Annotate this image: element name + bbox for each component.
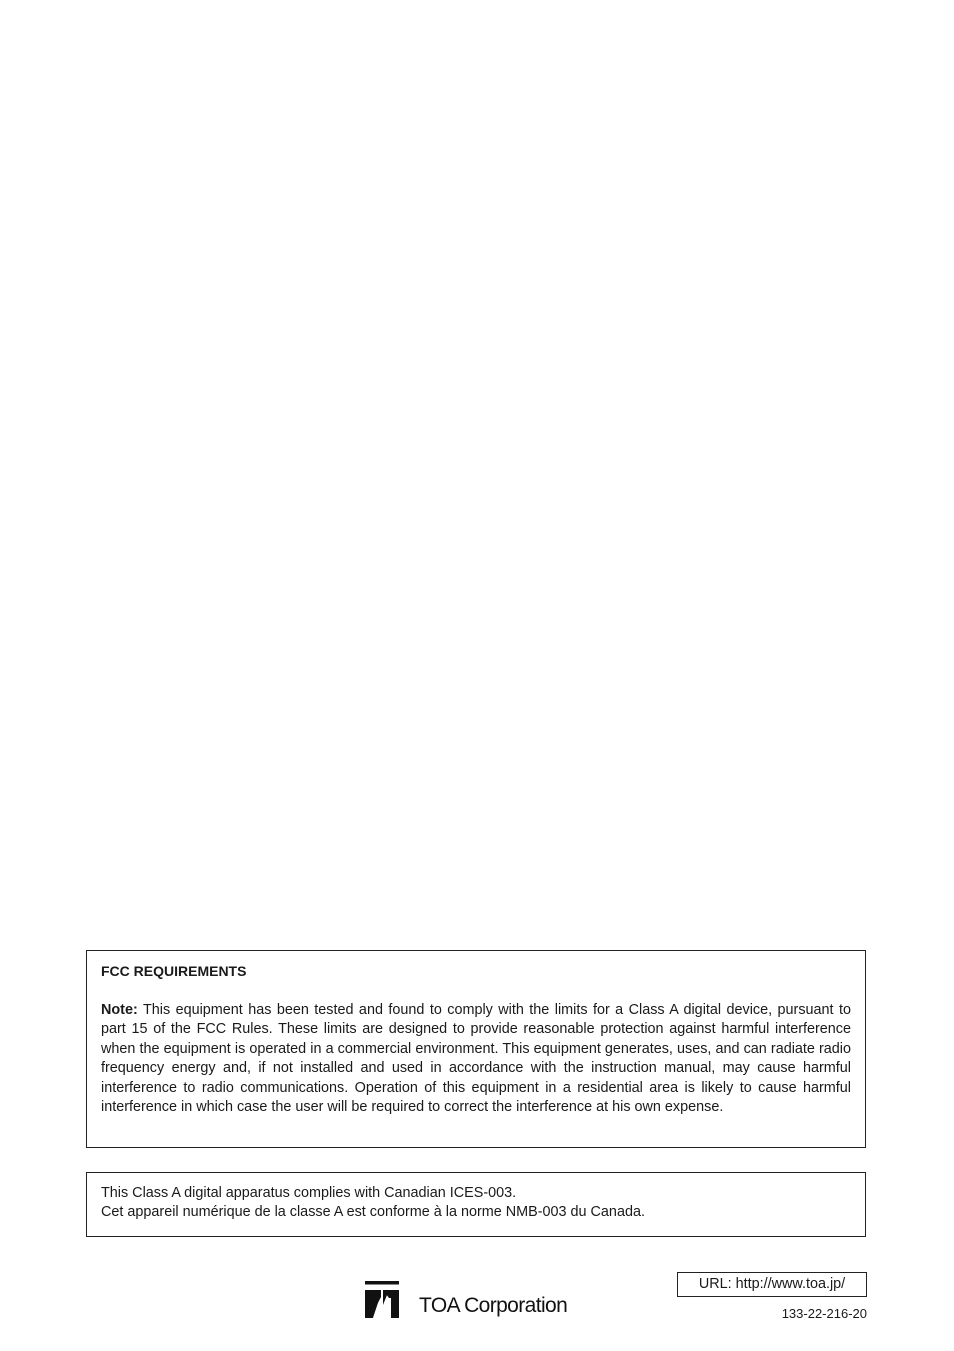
canada-compliance-box [86, 1172, 866, 1237]
canada-compliance-english: This Class A digital apparatus complies with Canadian ICES-003. [101, 1185, 517, 1201]
fcc-note-paragraph [101, 1001, 851, 1117]
fcc-requirements-box [86, 950, 866, 1148]
company-name: TOA Corporation [419, 1294, 568, 1317]
fcc-note-text: This equipment has been tested and found to comply with the limits for a Class A digital device, pursuant to part 15 of the FCC Rules. These limits are designed to provide reasonable protection against harmful interference when the equipment is operated in a commercial environment. This equipment generates, uses, and can radiate radio frequency energy and, if not installed and used in accordance with the instruction manual, may cause harmful interference to radio communications. Operation of this equipment in a residential area is likely to cause harmful interference in which case the user will be required to correct the interference at his own expense. [101, 1002, 851, 1116]
fcc-requirements-title: FCC REQUIREMENTS [101, 963, 247, 979]
url-box: URL: http://www.toa.jp/ [677, 1272, 867, 1297]
toa-logo-icon [365, 1281, 401, 1319]
canada-compliance-french: Cet appareil numérique de la classe A est conforme à la norme NMB-003 du Canada. [101, 1204, 645, 1221]
toa-corporation-logo [365, 1281, 605, 1321]
document-code: 133-22-216-20 [781, 1306, 867, 1321]
fcc-note-label: Note: [101, 1002, 138, 1018]
